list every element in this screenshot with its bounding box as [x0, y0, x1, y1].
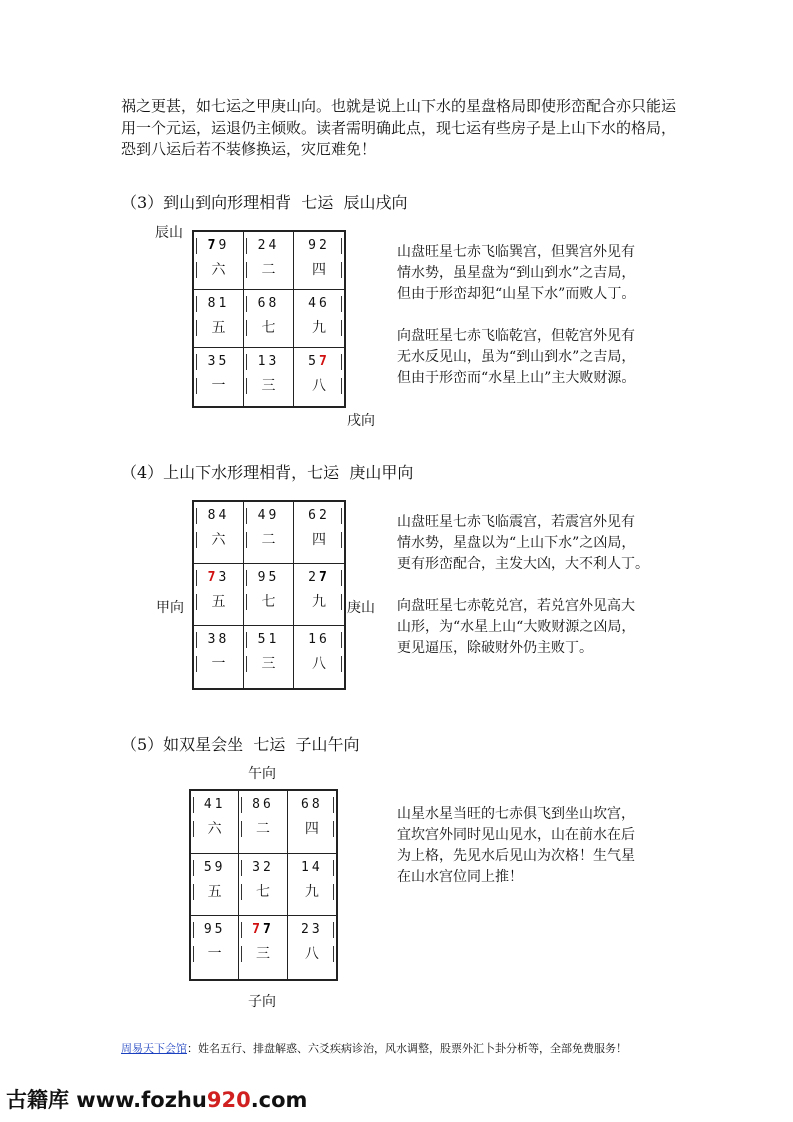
- palace-number: 六: [211, 262, 226, 278]
- palace-cell: [294, 626, 344, 688]
- section-5-heading: （5）如双星会坐 七运 子山午向: [121, 735, 360, 754]
- water-star: 4: [218, 508, 230, 523]
- section-4-label-mid-left: 甲向: [156, 600, 184, 616]
- mountain-star: 5: [203, 859, 215, 875]
- mountain-star: 4: [203, 797, 215, 812]
- palace-cell: [294, 290, 344, 348]
- star-numbers: [194, 570, 243, 586]
- water-star: 7: [319, 354, 330, 369]
- palace-number: 六: [207, 821, 222, 837]
- water-star: 4: [268, 238, 280, 253]
- section-3-flying-star-chart: [192, 230, 346, 408]
- water-star: 8: [268, 296, 280, 311]
- star-numbers: [244, 632, 293, 648]
- palace-number: 八: [312, 656, 326, 672]
- star-numbers: [194, 238, 243, 254]
- palace-cell: [239, 791, 287, 854]
- water-star: 3: [311, 922, 323, 938]
- water-star: 3: [218, 570, 230, 585]
- palace-number: 一: [207, 946, 222, 963]
- mountain-star: 2: [300, 922, 312, 938]
- star-numbers: [191, 922, 238, 938]
- palace-number: 四: [312, 532, 326, 548]
- water-star: 9: [218, 238, 230, 253]
- water-star: 5: [218, 354, 230, 369]
- palace-cell: [239, 916, 287, 979]
- water-star: 1: [268, 632, 280, 647]
- mountain-star: 3: [207, 632, 219, 647]
- star-numbers: [239, 860, 286, 876]
- section-4-label-mid-right: 庚山: [347, 600, 375, 616]
- section-4-description-water: 向盘旺星七赤乾兑宫，若兑宫外见高大 山形，为“水星上山“大败财源之凶局， 更见逼压，除破财外仍主败丁。: [397, 598, 636, 656]
- water-star: 6: [319, 296, 330, 311]
- section-4-heading: （4）上山下水形理相背，七运 庚山甲向: [121, 463, 414, 482]
- mountain-star: 3: [252, 859, 263, 875]
- star-numbers: [288, 860, 336, 876]
- mountain-star: 5: [257, 632, 269, 647]
- mountain-star: 1: [308, 632, 319, 647]
- palace-number: 五: [211, 594, 226, 610]
- mountain-star: 7: [207, 238, 219, 253]
- star-numbers: [294, 238, 344, 254]
- section-3-description-mountain: 山盘旺星七赤飞临巽宫，但巽宫外见有 情水势，虽星盘为“到山到水”之吉局， 但由于形峦却犯“山星下水”而败人丁。: [397, 244, 636, 302]
- brand-url-number: 920: [206, 1088, 251, 1112]
- palace-number: 九: [312, 320, 326, 336]
- star-numbers: [191, 860, 238, 876]
- water-star: 1: [214, 797, 226, 812]
- star-numbers: [294, 632, 344, 648]
- water-star: 9: [268, 508, 280, 523]
- star-numbers: [244, 508, 293, 524]
- palace-cell: [194, 348, 244, 406]
- star-numbers: [244, 570, 293, 586]
- star-numbers: [288, 922, 336, 938]
- star-numbers: [194, 508, 243, 524]
- palace-cell: [294, 348, 344, 406]
- palace-cell: [294, 502, 344, 564]
- palace-cell: [194, 290, 244, 348]
- palace-number: 八: [312, 378, 326, 394]
- brand-url-prefix: www.fozhu: [69, 1088, 207, 1112]
- mountain-star: 4: [308, 296, 319, 311]
- mountain-star: 4: [257, 508, 269, 523]
- water-star: 8: [218, 632, 230, 647]
- palace-cell: [294, 232, 344, 290]
- water-star: 2: [319, 238, 330, 253]
- palace-number: 五: [211, 320, 226, 336]
- section-4-flying-star-chart: [192, 500, 346, 690]
- palace-cell: [244, 564, 294, 626]
- section-4-description-mountain: 山盘旺星七赤飞临震宫，若震宫外见有 情水势，星盘以为“上山下水”之凶局， 更有形峦配合，主发大凶，大不利人丁。: [397, 514, 649, 572]
- palace-number: 七: [261, 594, 276, 610]
- mountain-star: 8: [207, 508, 219, 523]
- mountain-star: 9: [203, 922, 215, 938]
- mountain-star: 3: [207, 354, 219, 369]
- palace-cell: [191, 791, 239, 854]
- water-star: 6: [262, 797, 274, 812]
- star-numbers: [294, 354, 344, 370]
- star-numbers: [294, 570, 344, 586]
- water-star: 5: [214, 922, 226, 938]
- water-star: 2: [319, 508, 330, 523]
- palace-number: 九: [312, 594, 326, 610]
- palace-cell: [244, 348, 294, 406]
- water-star: 7: [262, 922, 274, 938]
- water-star: 8: [311, 797, 323, 812]
- star-numbers: [288, 797, 336, 813]
- section-3-label-top-left: 辰山: [155, 225, 183, 241]
- palace-cell: [194, 232, 244, 290]
- footer-link[interactable]: 周易天下会馆: [121, 1042, 187, 1055]
- palace-number: 二: [255, 821, 270, 837]
- mountain-star: 2: [308, 570, 319, 585]
- water-star: 5: [268, 570, 280, 585]
- mountain-star: 1: [257, 354, 269, 369]
- palace-number: 七: [255, 883, 270, 900]
- section-5-label-top: 午向: [248, 766, 276, 782]
- footer-text: ：姓名五行、排盘解惑、六爻疾病诊治，风水调整，股票外汇卜卦分析等，全部免费服务！: [187, 1042, 627, 1055]
- mountain-star: 6: [300, 797, 312, 812]
- palace-cell: [244, 626, 294, 688]
- mountain-star: 8: [252, 797, 263, 812]
- brand-watermark: [6, 1084, 307, 1114]
- mountain-star: 2: [257, 238, 269, 253]
- palace-cell: [288, 854, 336, 917]
- palace-number: 二: [261, 262, 276, 278]
- palace-cell: [194, 626, 244, 688]
- palace-cell: [244, 502, 294, 564]
- mountain-star: 7: [207, 570, 219, 585]
- palace-cell: [294, 564, 344, 626]
- water-star: 2: [262, 859, 274, 875]
- palace-number: 六: [211, 532, 226, 548]
- star-numbers: [194, 296, 243, 312]
- palace-number: 二: [261, 532, 276, 548]
- star-numbers: [191, 797, 238, 813]
- star-numbers: [244, 238, 293, 254]
- palace-cell: [191, 854, 239, 917]
- palace-cell: [194, 502, 244, 564]
- palace-number: 一: [211, 378, 226, 394]
- palace-number: 一: [211, 656, 226, 672]
- palace-number: 三: [255, 946, 270, 963]
- mountain-star: 1: [300, 859, 312, 875]
- mountain-star: 9: [308, 238, 319, 253]
- mountain-star: 6: [257, 296, 269, 311]
- water-star: 7: [319, 570, 330, 585]
- water-star: 6: [319, 632, 330, 647]
- section-3-label-bottom-right: 戌向: [347, 413, 375, 429]
- palace-number: 四: [304, 821, 319, 837]
- water-star: 9: [214, 859, 226, 875]
- palace-number: 五: [207, 883, 222, 900]
- palace-number: 三: [261, 378, 276, 394]
- star-numbers: [244, 296, 293, 312]
- palace-cell: [191, 916, 239, 979]
- brand-name: 古籍库: [6, 1088, 69, 1112]
- palace-cell: [239, 854, 287, 917]
- water-star: 3: [268, 354, 280, 369]
- star-numbers: [194, 354, 243, 370]
- intro-paragraph: 祸之更甚，如七运之甲庚山向。也就是说上山下水的星盘格局即使形峦配合亦只能运用一个元运，运退仍主倾败。读者需明确此点，现七运有些房子是上山下水的格局，恐到八运后若不装修换运，灾厄难免！: [121, 97, 677, 158]
- mountain-star: 8: [207, 296, 219, 311]
- mountain-star: 7: [252, 922, 263, 938]
- star-numbers: [239, 922, 286, 938]
- star-numbers: [294, 296, 344, 312]
- palace-number: 三: [261, 656, 276, 672]
- section-5-label-bottom: 子向: [248, 994, 276, 1010]
- section-5-flying-star-chart: [189, 789, 338, 981]
- footer-ad: [121, 1040, 627, 1056]
- mountain-star: 5: [308, 354, 319, 369]
- palace-number: 八: [304, 946, 319, 963]
- palace-number: 九: [304, 883, 319, 900]
- palace-cell: [244, 232, 294, 290]
- water-star: 1: [218, 296, 230, 311]
- palace-cell: [288, 916, 336, 979]
- star-numbers: [294, 508, 344, 524]
- palace-cell: [194, 564, 244, 626]
- section-3-heading: （3）到山到向形理相背 七运 辰山戌向: [121, 193, 408, 212]
- palace-cell: [244, 290, 294, 348]
- mountain-star: 9: [257, 570, 269, 585]
- star-numbers: [244, 354, 293, 370]
- water-star: 4: [311, 859, 323, 875]
- star-numbers: [194, 632, 243, 648]
- mountain-star: 6: [308, 508, 319, 523]
- section-3-description-water: 向盘旺星七赤飞临乾宫，但乾宫外见有 无水反见山，虽为“到山到水”之吉局， 但由于形峦而“水星上山”主大败财源。: [397, 328, 636, 386]
- section-5-description: 山星水星当旺的七赤俱飞到坐山坎宫， 宜坎宫外同时见山见水，山在前水在后 为上格，先见水后见山为次格！生气星 在山水宫位同上推！: [397, 806, 635, 885]
- palace-number: 四: [312, 262, 326, 278]
- palace-number: 七: [261, 320, 276, 336]
- star-numbers: [239, 797, 286, 813]
- palace-cell: [288, 791, 336, 854]
- brand-url-suffix: .com: [250, 1088, 308, 1112]
